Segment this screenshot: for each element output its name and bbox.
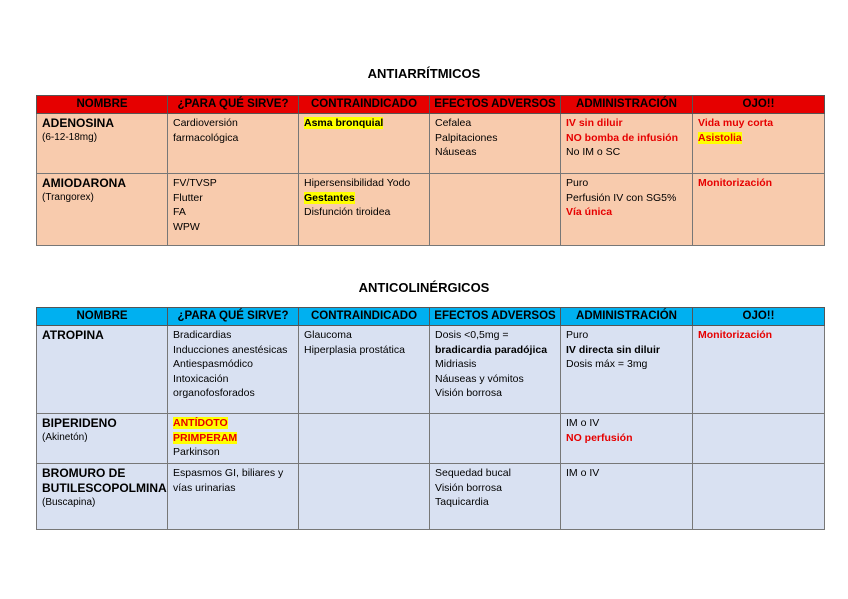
ojo-item: Monitorización	[698, 177, 773, 189]
section-title-antiarritmicos: ANTIARRÍTMICOS	[367, 66, 481, 81]
table-header-row	[37, 96, 825, 114]
ojo-item: Asistolia	[698, 131, 742, 144]
admin-item: NO bomba de infusión	[566, 131, 678, 144]
use-item: Parkinson	[173, 446, 220, 458]
drug-subtitle: (Buscapina)	[42, 497, 96, 508]
header-para-que-sirve: ¿PARA QUÉ SIRVE?	[168, 308, 299, 326]
effect-item: Náuseas	[435, 146, 477, 158]
use-item: organofosforados	[173, 387, 255, 399]
effect-item: Cefalea	[435, 117, 472, 129]
header-administracion: ADMINISTRACIÓN	[561, 96, 693, 114]
admin-item: IV directa sin diluir	[566, 343, 660, 356]
drug-name: ADENOSINA	[42, 116, 115, 130]
cell-ojo	[693, 326, 825, 414]
header-nombre: NOMBRE	[37, 308, 168, 326]
header-efectos-adversos: EFECTOS ADVERSOS	[430, 96, 561, 114]
cell-administracion	[561, 326, 693, 414]
use-item: FV/TVSP	[173, 177, 217, 189]
anticolinergicos-table	[36, 307, 825, 530]
drug-subtitle: (Trangorex)	[42, 192, 94, 203]
use-item: Flutter	[173, 191, 203, 204]
contra-item: Hipersensibilidad Yodo	[304, 177, 411, 189]
cell-administracion	[561, 174, 693, 246]
cell-administracion	[561, 464, 693, 530]
cell-contraindicado	[299, 414, 430, 464]
cell-contraindicado	[299, 114, 430, 174]
cell-uses	[168, 326, 299, 414]
admin-item: Perfusión IV con SG5%	[566, 191, 677, 204]
cell-efectos	[430, 114, 561, 174]
ojo-item: Monitorización	[698, 329, 773, 341]
header-contraindicado: CONTRAINDICADO	[299, 308, 430, 326]
cell-contraindicado	[299, 464, 430, 530]
admin-item: IM o IV	[566, 417, 600, 429]
table-row	[37, 114, 825, 174]
ojo-item: Vida muy corta	[698, 117, 774, 129]
table-header-row	[37, 308, 825, 326]
header-nombre: NOMBRE	[37, 96, 168, 114]
cell-nombre	[37, 464, 168, 530]
use-item: ANTÍDOTO	[173, 417, 228, 429]
header-ojo: OJO!!	[693, 96, 825, 114]
contra-item: Disfunción tiroidea	[304, 206, 391, 218]
drug-name: BROMURO DE	[42, 466, 126, 480]
cell-ojo	[693, 414, 825, 464]
header-ojo: OJO!!	[693, 308, 825, 326]
contra-item: Asma bronquial	[304, 117, 384, 129]
admin-item: NO perfusión	[566, 431, 633, 444]
effect-item: Visión borrosa	[435, 387, 502, 399]
admin-item: Puro	[566, 329, 589, 341]
cell-ojo	[693, 174, 825, 246]
header-para-que-sirve: ¿PARA QUÉ SIRVE?	[168, 96, 299, 114]
cell-nombre	[37, 414, 168, 464]
drug-subtitle: (Akinetón)	[42, 432, 88, 443]
cell-efectos	[430, 414, 561, 464]
cell-contraindicado	[299, 326, 430, 414]
header-efectos-adversos: EFECTOS ADVERSOS	[430, 308, 561, 326]
admin-item: IV sin diluir	[566, 117, 623, 129]
contra-item: Gestantes	[304, 191, 355, 204]
drug-name: AMIODARONA	[42, 176, 126, 190]
table-row	[37, 174, 825, 246]
contra-item: Hiperplasia prostática	[304, 343, 405, 356]
header-administracion: ADMINISTRACIÓN	[561, 308, 693, 326]
cell-nombre	[37, 326, 168, 414]
drug-subtitle: (6-12-18mg)	[42, 132, 98, 143]
cell-ojo	[693, 464, 825, 530]
effect-item: Palpitaciones	[435, 131, 498, 144]
section-title-anticolinergicos: ANTICOLINÉRGICOS	[358, 280, 490, 295]
table-row	[37, 414, 825, 464]
antiarritmicos-table	[36, 95, 825, 246]
effect-item: Midriasis	[435, 358, 477, 370]
cell-uses	[168, 464, 299, 530]
cell-uses	[168, 174, 299, 246]
use-item: PRIMPERAM	[173, 431, 238, 444]
drug-name: BIPERIDENO	[42, 416, 117, 430]
cell-ojo	[693, 114, 825, 174]
header-contraindicado: CONTRAINDICADO	[299, 96, 430, 114]
effect-item: Taquicardia	[435, 496, 489, 508]
drug-name: BUTILESCOPOLMINA	[42, 481, 167, 495]
drug-name: ATROPINA	[42, 328, 104, 342]
admin-item: IM o IV	[566, 467, 600, 479]
cell-efectos	[430, 174, 561, 246]
cell-administracion	[561, 414, 693, 464]
use-item: Bradicardias	[173, 329, 232, 341]
cell-uses	[168, 114, 299, 174]
use-item: WPW	[173, 220, 200, 233]
admin-item: No IM o SC	[566, 146, 621, 158]
use-item: Cardioversión	[173, 117, 238, 129]
use-item: farmacológica	[173, 131, 239, 144]
cell-administracion	[561, 114, 693, 174]
cell-efectos	[430, 464, 561, 530]
admin-item: Dosis máx = 3mg	[566, 358, 648, 370]
cell-nombre	[37, 174, 168, 246]
cell-uses	[168, 414, 299, 464]
use-item: Espasmos GI, biliares y vías urinarias	[173, 467, 284, 494]
effect-item: Dosis <0,5mg =	[435, 329, 509, 341]
admin-item: Puro	[566, 177, 589, 189]
use-item: Inducciones anestésicas	[173, 343, 288, 356]
table-row	[37, 464, 825, 530]
effect-item: Sequedad bucal	[435, 467, 511, 479]
effect-item: Visión borrosa	[435, 481, 502, 494]
use-item: Intoxicación	[173, 372, 229, 385]
table-row	[37, 326, 825, 414]
effect-item: Náuseas y vómitos	[435, 372, 524, 385]
cell-nombre	[37, 114, 168, 174]
use-item: Antiespasmódico	[173, 358, 253, 370]
cell-contraindicado	[299, 174, 430, 246]
admin-item: Vía única	[566, 206, 613, 218]
cell-efectos	[430, 326, 561, 414]
use-item: FA	[173, 206, 186, 218]
effect-item: bradicardia paradójica	[435, 343, 548, 356]
contra-item: Glaucoma	[304, 329, 352, 341]
